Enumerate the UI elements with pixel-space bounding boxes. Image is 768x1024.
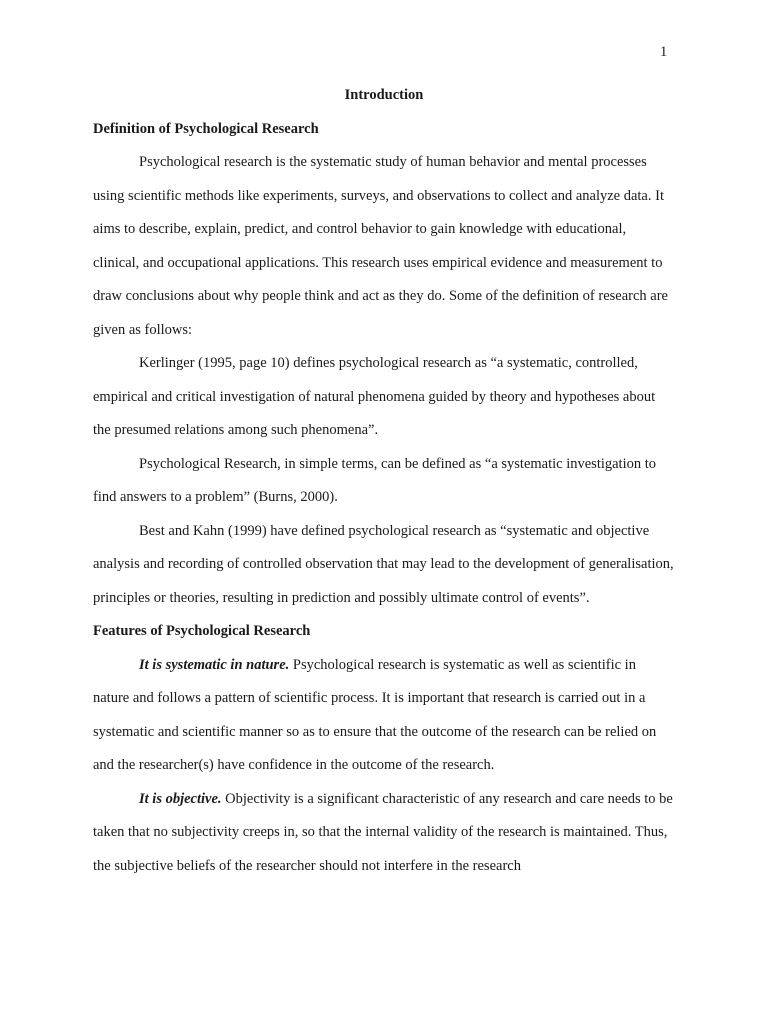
- section-heading-features: Features of Psychological Research: [93, 623, 311, 639]
- document-body: [93, 79, 675, 883]
- paragraph-definition-overview: Psychological research is the systematic study of human behavior and mental processes using scientific methods like experiments, surveys, and observations to collect and analyze data. It aims to describe, explain, predict, and control behavior to gain knowledge with educational, clinical, and occupational applications. This research uses empirical evidence and measurement to draw conclusions about why people think and act as they do. Some of the definition of research are given as follows:: [93, 154, 668, 338]
- feature-text-systematic: Psychological research is systematic as well as scientific in nature and follows a pattern of scientific process. It is important that research is carried out in a systematic and scientific manner so as to ensure that the outcome of the research can be relied on and the researcher(s) have confidence in the outcome of the research.: [93, 656, 657, 773]
- paragraph-kerlinger-definition: Kerlinger (1995, page 10) defines psychological research as “a systematic, controlled, empirical and critical investigation of natural phenomena guided by theory and hypotheses about the presumed relations among such phenomena”.: [93, 355, 656, 438]
- document-title: Introduction: [344, 87, 424, 103]
- paragraph-burns-definition: Psychological Research, in simple terms, can be defined as “a systematic investigation to find answers to a problem” (Burns, 2000).: [93, 455, 657, 505]
- paragraph-feature-systematic: [93, 649, 675, 783]
- feature-lead-objective: It is objective.: [139, 790, 222, 807]
- feature-text-objective: Objectivity is a significant characteristic of any research and care needs to be taken that no subjectivity creeps in, so that the internal validity of the research is maintained. Thus, the subjective beliefs of the researcher should not interfere in the research: [93, 790, 673, 874]
- page-number: 1: [660, 44, 668, 60]
- paragraph-best-kahn-definition: Best and Kahn (1999) have defined psychological research as “systematic and objective analysis and recording of controlled observation that may lead to the development of generalisation, principles or theories, resulting in prediction and possibly ultimate control of events”.: [93, 522, 674, 606]
- feature-lead-systematic: It is systematic in nature.: [139, 656, 290, 673]
- paragraph-feature-objective: [93, 783, 675, 884]
- section-heading-definition: Definition of Psychological Research: [93, 120, 319, 137]
